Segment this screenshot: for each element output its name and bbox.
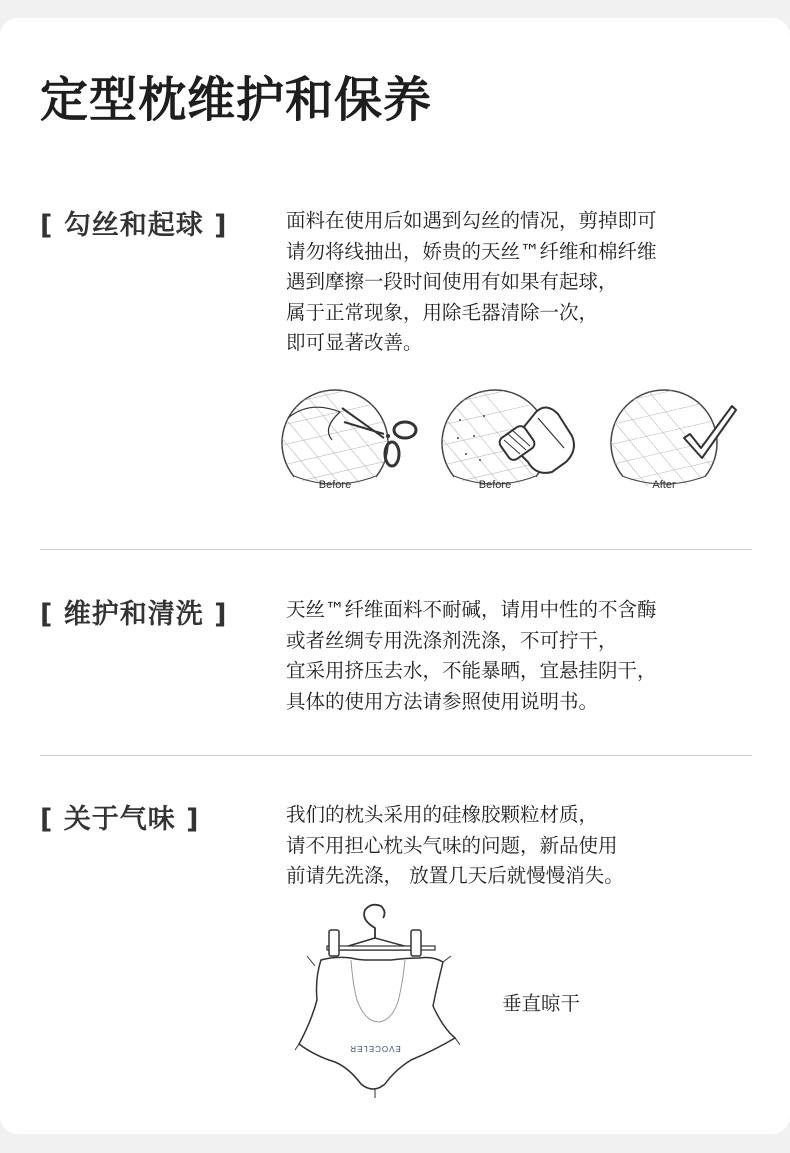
text-line: 属于正常现象，用除毛器清除一次， — [286, 300, 599, 324]
section-divider — [40, 549, 752, 550]
text-line: 遇到摩擦一段时间使用有如果有起球， — [286, 270, 618, 293]
text-line: 面料在使用后如遇到勾丝的情况，剪掉即可 — [286, 209, 657, 232]
text-line: 或者丝绸专用洗涤剂洗涤，不可拧干， — [286, 628, 618, 652]
section-text-odor — [286, 800, 624, 892]
fabric-lint-remover-icon — [440, 388, 580, 498]
pillow-brand-label: EVOCELER — [349, 1044, 401, 1053]
drying-caption: 垂直晾干 — [502, 992, 581, 1015]
text-line: 我们的枕头采用的硅橡胶颗粒材质， — [286, 803, 599, 826]
fabric-scissors-icon — [280, 388, 420, 498]
text-line: 宜采用挤压去水，不能暴晒，宜悬挂阴干， — [286, 659, 657, 682]
illustration-label: Before — [318, 479, 352, 491]
illustration-label: After — [652, 479, 676, 491]
fabric-checkmark-icon — [606, 388, 746, 498]
section-text-pilling — [286, 206, 657, 359]
text-line: 请勿将线抽出，娇贵的天丝™纤维和棉纤维 — [286, 239, 657, 263]
text-line: 具体的使用方法请参照使用说明书。 — [286, 689, 599, 713]
section-heading-washing: [ 维护和清洗 ] — [40, 599, 228, 630]
text-line: 天丝™纤维面料不耐碱，请用中性的不含酶 — [286, 598, 657, 621]
text-line: 前请先洗涤， 放置几天后就慢慢消失。 — [286, 864, 624, 887]
text-line: 即可显著改善。 — [286, 331, 423, 354]
text-line: 请不用担心枕头气味的问题，新品使用 — [286, 833, 618, 857]
section-divider — [40, 755, 752, 756]
section-heading-pilling: [ 勾丝和起球 ] — [40, 210, 228, 241]
page-title: 定型枕维护和保养 — [40, 72, 433, 128]
section-text-washing — [286, 595, 657, 717]
section-heading-odor: [ 关于气味 ] — [40, 804, 200, 835]
hanging-pillow-illustration — [295, 900, 460, 1100]
illustration-label: Before — [478, 479, 512, 491]
